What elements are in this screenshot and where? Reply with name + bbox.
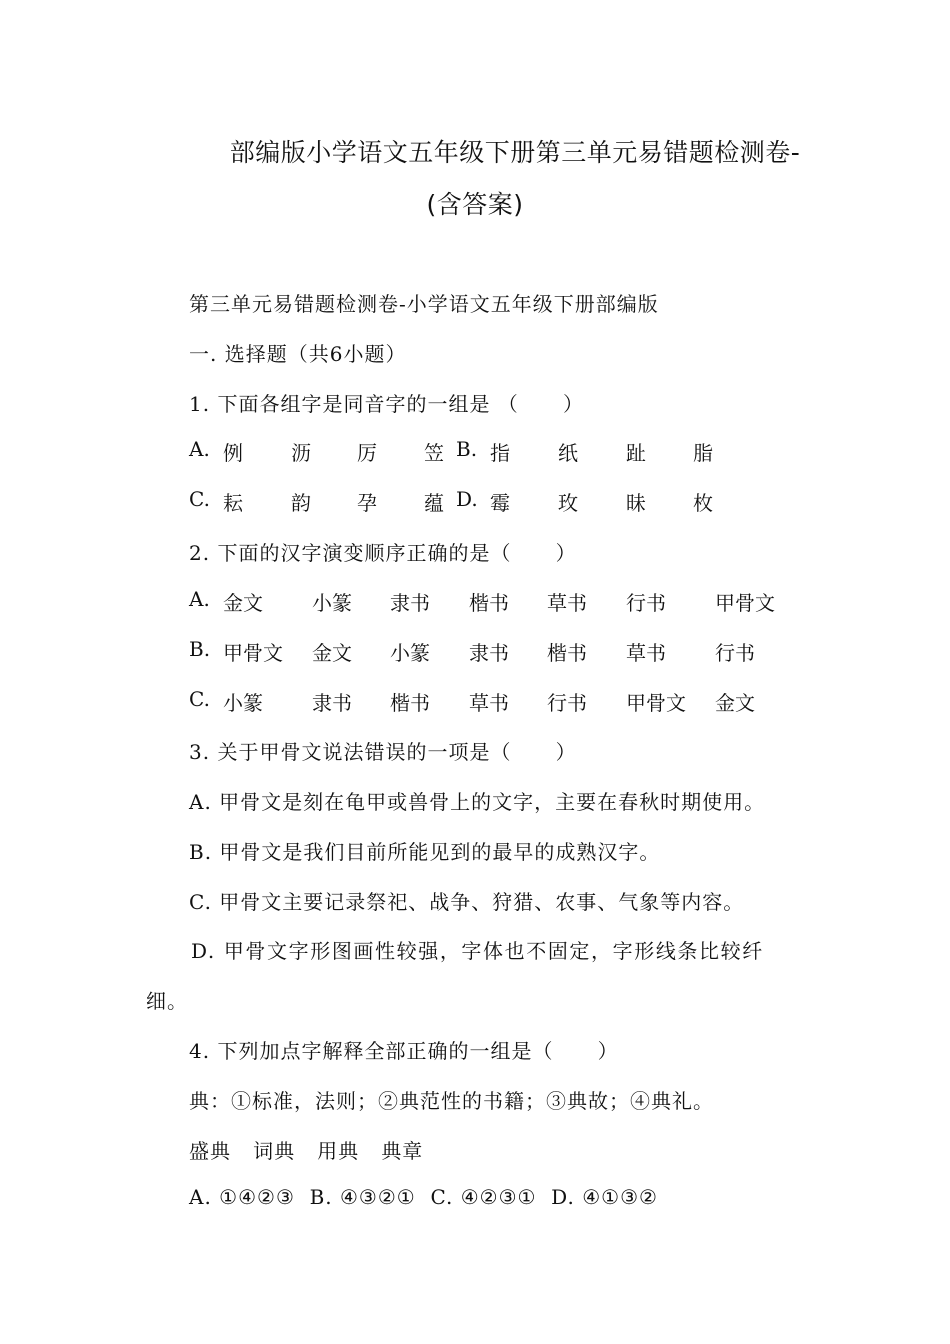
option-item: 小篆 <box>223 691 263 715</box>
question-3-option-d: D. 甲骨文字形图画性较强，字体也不固定，字形线条比较纤 <box>191 939 764 963</box>
option-label: B. <box>189 637 211 661</box>
option-char: 昧 <box>626 491 646 515</box>
option-label: A. <box>189 587 210 611</box>
option-char: 趾 <box>626 441 646 465</box>
question-4-stem: 4. 下列加点字解释全部正确的一组是（ ） <box>189 1039 619 1063</box>
option-item: 甲骨文 <box>715 591 775 615</box>
question-3-option-a: A. 甲骨文是刻在龟甲或兽骨上的文字，主要在春秋时期使用。 <box>189 790 766 814</box>
option-item: 甲骨文 <box>223 641 283 665</box>
option-item: 隶书 <box>469 641 509 665</box>
option-label: A. <box>189 437 210 461</box>
option-char: 霉 <box>490 491 510 515</box>
option-char: 脂 <box>693 441 713 465</box>
option-item: 草书 <box>626 641 666 665</box>
option-item: 行书 <box>715 641 755 665</box>
option-item: 隶书 <box>312 691 352 715</box>
question-3-stem: 3. 关于甲骨文说法错误的一项是（ ） <box>189 740 577 764</box>
option-char: 纸 <box>558 441 578 465</box>
option-item: 草书 <box>547 591 587 615</box>
question-1-stem: 1. 下面各组字是同音字的一组是 （ ） <box>189 392 584 416</box>
option-char: 例 <box>223 441 243 465</box>
option-item: 楷书 <box>547 641 587 665</box>
document-title-line1: 部编版小学语文五年级下册第三单元易错题检测卷- <box>229 138 801 167</box>
option-char: 沥 <box>291 441 311 465</box>
option-char: 指 <box>490 441 510 465</box>
option-label: B. <box>456 437 478 461</box>
option-item: 行书 <box>626 591 666 615</box>
option-char: 孕 <box>357 491 377 515</box>
option-item: 小篆 <box>390 641 430 665</box>
question-4-definition: 典：①标准，法则；②典范性的书籍；③典故；④典礼。 <box>189 1089 714 1113</box>
option-label: C. <box>189 687 210 711</box>
question-3-option-d-continued: 细。 <box>146 989 188 1013</box>
option-item: 小篆 <box>312 591 352 615</box>
section-heading: 一. 选择题（共6小题） <box>189 342 407 366</box>
document-title-line2: (含答案) <box>426 190 524 219</box>
option-char: 枚 <box>693 491 713 515</box>
option-item: 隶书 <box>390 591 430 615</box>
question-4-options: A. ①④②③ B. ④③②① C. ④②③① D. ④①③② <box>189 1185 658 1209</box>
option-char: 笠 <box>424 441 444 465</box>
question-2-stem: 2. 下面的汉字演变顺序正确的是（ ） <box>189 541 577 565</box>
option-label: D. <box>456 487 478 511</box>
option-item: 草书 <box>469 691 509 715</box>
question-3-option-b: B. 甲骨文是我们目前所能见到的最早的成熟汉字。 <box>189 840 661 864</box>
option-char: 玫 <box>558 491 578 515</box>
option-char: 蕴 <box>424 491 444 515</box>
option-char: 韵 <box>291 491 311 515</box>
option-item: 行书 <box>547 691 587 715</box>
option-item: 甲骨文 <box>626 691 686 715</box>
subtitle: 第三单元易错题检测卷-小学语文五年级下册部编版 <box>189 292 659 316</box>
option-label: C. <box>189 487 210 511</box>
question-3-option-c: C. 甲骨文主要记录祭祀、战争、狩猎、农事、气象等内容。 <box>189 890 745 914</box>
option-char: 耘 <box>223 491 243 515</box>
option-item: 楷书 <box>390 691 430 715</box>
option-char: 厉 <box>357 441 377 465</box>
option-item: 楷书 <box>469 591 509 615</box>
question-4-words: 盛典 词典 用典 典章 <box>189 1139 424 1163</box>
option-item: 金文 <box>312 641 352 665</box>
option-item: 金文 <box>715 691 755 715</box>
option-item: 金文 <box>223 591 263 615</box>
